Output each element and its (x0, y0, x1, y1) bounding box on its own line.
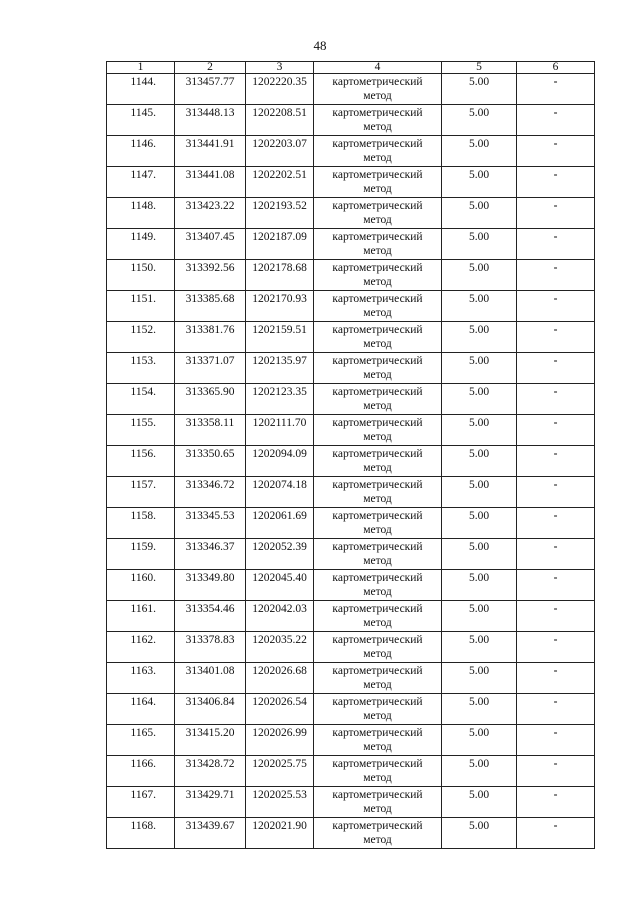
coordinate-x: 313358.11 (175, 415, 246, 446)
dash-value: - (517, 632, 595, 663)
coordinate-x: 313429.71 (175, 787, 246, 818)
accuracy-value: 5.00 (442, 353, 517, 384)
method-line-1: картометрический (332, 293, 423, 305)
coordinate-x: 313381.76 (175, 322, 246, 353)
coordinate-y: 1202159.51 (246, 322, 314, 353)
point-number: 1148. (107, 198, 175, 229)
coordinate-y: 1202208.51 (246, 105, 314, 136)
accuracy-value: 5.00 (442, 539, 517, 570)
header-row (107, 62, 595, 74)
dash-value: - (517, 136, 595, 167)
point-number: 1162. (107, 632, 175, 663)
point-number: 1147. (107, 167, 175, 198)
method-cell (314, 260, 442, 291)
method-line-1: картометрический (332, 138, 423, 150)
point-number: 1165. (107, 725, 175, 756)
method-cell (314, 725, 442, 756)
dash-value: - (517, 756, 595, 787)
dash-value: - (517, 415, 595, 446)
coordinate-y: 1202203.07 (246, 136, 314, 167)
coordinate-y: 1202026.68 (246, 663, 314, 694)
method-line-2: метод (363, 338, 392, 350)
point-number: 1150. (107, 260, 175, 291)
dash-value: - (517, 694, 595, 725)
point-number: 1160. (107, 570, 175, 601)
method-line-2: метод (363, 555, 392, 567)
coordinate-x: 313365.90 (175, 384, 246, 415)
accuracy-value: 5.00 (442, 632, 517, 663)
method-line-2: метод (363, 741, 392, 753)
table-row (107, 756, 595, 787)
method-line-2: метод (363, 586, 392, 598)
coordinate-x: 313441.08 (175, 167, 246, 198)
dash-value: - (517, 384, 595, 415)
method-line-1: картометрический (332, 200, 423, 212)
coordinate-y: 1202135.97 (246, 353, 314, 384)
method-line-1: картометрический (332, 510, 423, 522)
dash-value: - (517, 322, 595, 353)
method-line-1: картометрический (332, 758, 423, 770)
coordinate-y: 1202042.03 (246, 601, 314, 632)
point-number: 1159. (107, 539, 175, 570)
dash-value: - (517, 229, 595, 260)
coordinate-x: 313378.83 (175, 632, 246, 663)
method-line-2: метод (363, 276, 392, 288)
coordinate-y: 1202178.68 (246, 260, 314, 291)
coordinate-y: 1202094.09 (246, 446, 314, 477)
coordinate-y: 1202220.35 (246, 74, 314, 105)
method-cell (314, 136, 442, 167)
point-number: 1154. (107, 384, 175, 415)
dash-value: - (517, 353, 595, 384)
accuracy-value: 5.00 (442, 167, 517, 198)
table-row (107, 291, 595, 322)
method-line-2: метод (363, 648, 392, 660)
method-line-2: метод (363, 834, 392, 846)
table-row (107, 725, 595, 756)
point-number: 1149. (107, 229, 175, 260)
method-line-2: метод (363, 121, 392, 133)
coordinate-y: 1202052.39 (246, 539, 314, 570)
point-number: 1168. (107, 818, 175, 849)
coordinate-x: 313448.13 (175, 105, 246, 136)
point-number: 1146. (107, 136, 175, 167)
dash-value: - (517, 477, 595, 508)
table-row (107, 167, 595, 198)
table-row (107, 353, 595, 384)
coordinate-x: 313349.80 (175, 570, 246, 601)
method-line-1: картометрический (332, 417, 423, 429)
coordinate-y: 1202193.52 (246, 198, 314, 229)
method-line-2: метод (363, 772, 392, 784)
method-line-2: метод (363, 400, 392, 412)
dash-value: - (517, 105, 595, 136)
coordinate-x: 313441.91 (175, 136, 246, 167)
coordinate-y: 1202111.70 (246, 415, 314, 446)
dash-value: - (517, 539, 595, 570)
method-cell (314, 322, 442, 353)
accuracy-value: 5.00 (442, 260, 517, 291)
accuracy-value: 5.00 (442, 477, 517, 508)
method-line-1: картометрический (332, 386, 423, 398)
method-line-2: метод (363, 462, 392, 474)
coordinate-x: 313354.46 (175, 601, 246, 632)
method-cell (314, 167, 442, 198)
method-cell (314, 384, 442, 415)
accuracy-value: 5.00 (442, 508, 517, 539)
table-row (107, 322, 595, 353)
dash-value: - (517, 818, 595, 849)
coordinate-y: 1202045.40 (246, 570, 314, 601)
point-number: 1166. (107, 756, 175, 787)
table-row (107, 384, 595, 415)
method-cell (314, 632, 442, 663)
coordinate-y: 1202061.69 (246, 508, 314, 539)
method-line-1: картометрический (332, 634, 423, 646)
accuracy-value: 5.00 (442, 136, 517, 167)
method-line-2: метод (363, 617, 392, 629)
method-line-1: картометрический (332, 448, 423, 460)
accuracy-value: 5.00 (442, 105, 517, 136)
method-line-1: картометрический (332, 789, 423, 801)
table-row (107, 570, 595, 601)
method-line-2: метод (363, 183, 392, 195)
method-cell (314, 756, 442, 787)
point-number: 1145. (107, 105, 175, 136)
coordinate-y: 1202123.35 (246, 384, 314, 415)
coordinate-x: 313385.68 (175, 291, 246, 322)
table-row (107, 508, 595, 539)
coordinate-x: 313401.08 (175, 663, 246, 694)
method-line-2: метод (363, 710, 392, 722)
table-row (107, 136, 595, 167)
coordinate-y: 1202026.99 (246, 725, 314, 756)
table-header (107, 62, 595, 74)
method-cell (314, 74, 442, 105)
table-body (107, 74, 595, 849)
dash-value: - (517, 198, 595, 229)
coordinate-y: 1202025.53 (246, 787, 314, 818)
accuracy-value: 5.00 (442, 663, 517, 694)
point-number: 1152. (107, 322, 175, 353)
method-line-1: картометрический (332, 76, 423, 88)
table-row (107, 198, 595, 229)
point-number: 1153. (107, 353, 175, 384)
table-row (107, 105, 595, 136)
table-row (107, 260, 595, 291)
accuracy-value: 5.00 (442, 322, 517, 353)
dash-value: - (517, 601, 595, 632)
method-cell (314, 105, 442, 136)
accuracy-value: 5.00 (442, 446, 517, 477)
coordinate-x: 313423.22 (175, 198, 246, 229)
method-line-2: метод (363, 90, 392, 102)
point-number: 1144. (107, 74, 175, 105)
accuracy-value: 5.00 (442, 415, 517, 446)
table-row (107, 539, 595, 570)
dash-value: - (517, 74, 595, 105)
method-line-1: картометрический (332, 820, 423, 832)
accuracy-value: 5.00 (442, 74, 517, 105)
dash-value: - (517, 787, 595, 818)
method-line-1: картометрический (332, 572, 423, 584)
accuracy-value: 5.00 (442, 756, 517, 787)
method-line-1: картометрический (332, 355, 423, 367)
coordinate-x: 313371.07 (175, 353, 246, 384)
dash-value: - (517, 260, 595, 291)
coordinate-x: 313415.20 (175, 725, 246, 756)
method-cell (314, 694, 442, 725)
coordinate-y: 1202025.75 (246, 756, 314, 787)
header-cell-2: 2 (175, 62, 246, 74)
coordinate-x: 313345.53 (175, 508, 246, 539)
header-cell-5: 5 (442, 62, 517, 74)
coordinate-y: 1202021.90 (246, 818, 314, 849)
method-line-1: картометрический (332, 727, 423, 739)
coordinate-y: 1202026.54 (246, 694, 314, 725)
method-cell (314, 601, 442, 632)
method-line-2: метод (363, 245, 392, 257)
point-number: 1155. (107, 415, 175, 446)
method-line-1: картометрический (332, 541, 423, 553)
method-cell (314, 446, 442, 477)
method-line-2: метод (363, 152, 392, 164)
method-cell (314, 229, 442, 260)
table-row (107, 818, 595, 849)
method-cell (314, 787, 442, 818)
method-line-1: картометрический (332, 696, 423, 708)
method-line-1: картометрический (332, 169, 423, 181)
accuracy-value: 5.00 (442, 198, 517, 229)
dash-value: - (517, 570, 595, 601)
accuracy-value: 5.00 (442, 694, 517, 725)
accuracy-value: 5.00 (442, 384, 517, 415)
coordinate-x: 313457.77 (175, 74, 246, 105)
accuracy-value: 5.00 (442, 570, 517, 601)
point-number: 1167. (107, 787, 175, 818)
accuracy-value: 5.00 (442, 725, 517, 756)
page-number: 48 (313, 38, 327, 53)
method-cell (314, 198, 442, 229)
method-line-2: метод (363, 431, 392, 443)
coordinate-y: 1202187.09 (246, 229, 314, 260)
method-line-2: метод (363, 679, 392, 691)
table-row (107, 694, 595, 725)
coordinate-x: 313407.45 (175, 229, 246, 260)
point-number: 1164. (107, 694, 175, 725)
method-line-2: метод (363, 803, 392, 815)
method-cell (314, 818, 442, 849)
method-cell (314, 508, 442, 539)
method-cell (314, 477, 442, 508)
method-line-1: картометрический (332, 603, 423, 615)
point-number: 1157. (107, 477, 175, 508)
table-row (107, 787, 595, 818)
table-row (107, 415, 595, 446)
coordinate-y: 1202202.51 (246, 167, 314, 198)
method-line-2: метод (363, 214, 392, 226)
method-cell (314, 291, 442, 322)
method-cell (314, 663, 442, 694)
method-cell (314, 570, 442, 601)
method-cell (314, 353, 442, 384)
dash-value: - (517, 508, 595, 539)
method-line-2: метод (363, 369, 392, 381)
header-cell-1: 1 (107, 62, 175, 74)
coordinates-table (106, 61, 595, 849)
table-row (107, 632, 595, 663)
method-line-2: метод (363, 307, 392, 319)
table-row (107, 601, 595, 632)
coordinate-y: 1202035.22 (246, 632, 314, 663)
coordinate-x: 313392.56 (175, 260, 246, 291)
coordinate-x: 313439.67 (175, 818, 246, 849)
point-number: 1158. (107, 508, 175, 539)
method-cell (314, 539, 442, 570)
header-cell-4: 4 (314, 62, 442, 74)
dash-value: - (517, 725, 595, 756)
coordinate-x: 313428.72 (175, 756, 246, 787)
header-cell-3: 3 (246, 62, 314, 74)
table-row (107, 229, 595, 260)
method-line-1: картометрический (332, 231, 423, 243)
method-line-1: картометрический (332, 479, 423, 491)
method-line-1: картометрический (332, 107, 423, 119)
coordinate-x: 313406.84 (175, 694, 246, 725)
table-row (107, 446, 595, 477)
method-line-2: метод (363, 524, 392, 536)
accuracy-value: 5.00 (442, 229, 517, 260)
accuracy-value: 5.00 (442, 818, 517, 849)
method-line-1: картометрический (332, 665, 423, 677)
coordinate-x: 313346.37 (175, 539, 246, 570)
accuracy-value: 5.00 (442, 291, 517, 322)
dash-value: - (517, 663, 595, 694)
dash-value: - (517, 446, 595, 477)
table-row (107, 477, 595, 508)
method-line-1: картометрический (332, 324, 423, 336)
table-row (107, 74, 595, 105)
point-number: 1151. (107, 291, 175, 322)
table-row (107, 663, 595, 694)
point-number: 1156. (107, 446, 175, 477)
method-cell (314, 415, 442, 446)
accuracy-value: 5.00 (442, 787, 517, 818)
accuracy-value: 5.00 (442, 601, 517, 632)
dash-value: - (517, 291, 595, 322)
coordinate-x: 313350.65 (175, 446, 246, 477)
method-line-2: метод (363, 493, 392, 505)
dash-value: - (517, 167, 595, 198)
coordinate-x: 313346.72 (175, 477, 246, 508)
coordinate-y: 1202074.18 (246, 477, 314, 508)
point-number: 1163. (107, 663, 175, 694)
point-number: 1161. (107, 601, 175, 632)
coordinate-y: 1202170.93 (246, 291, 314, 322)
header-cell-6: 6 (517, 62, 595, 74)
method-line-1: картометрический (332, 262, 423, 274)
